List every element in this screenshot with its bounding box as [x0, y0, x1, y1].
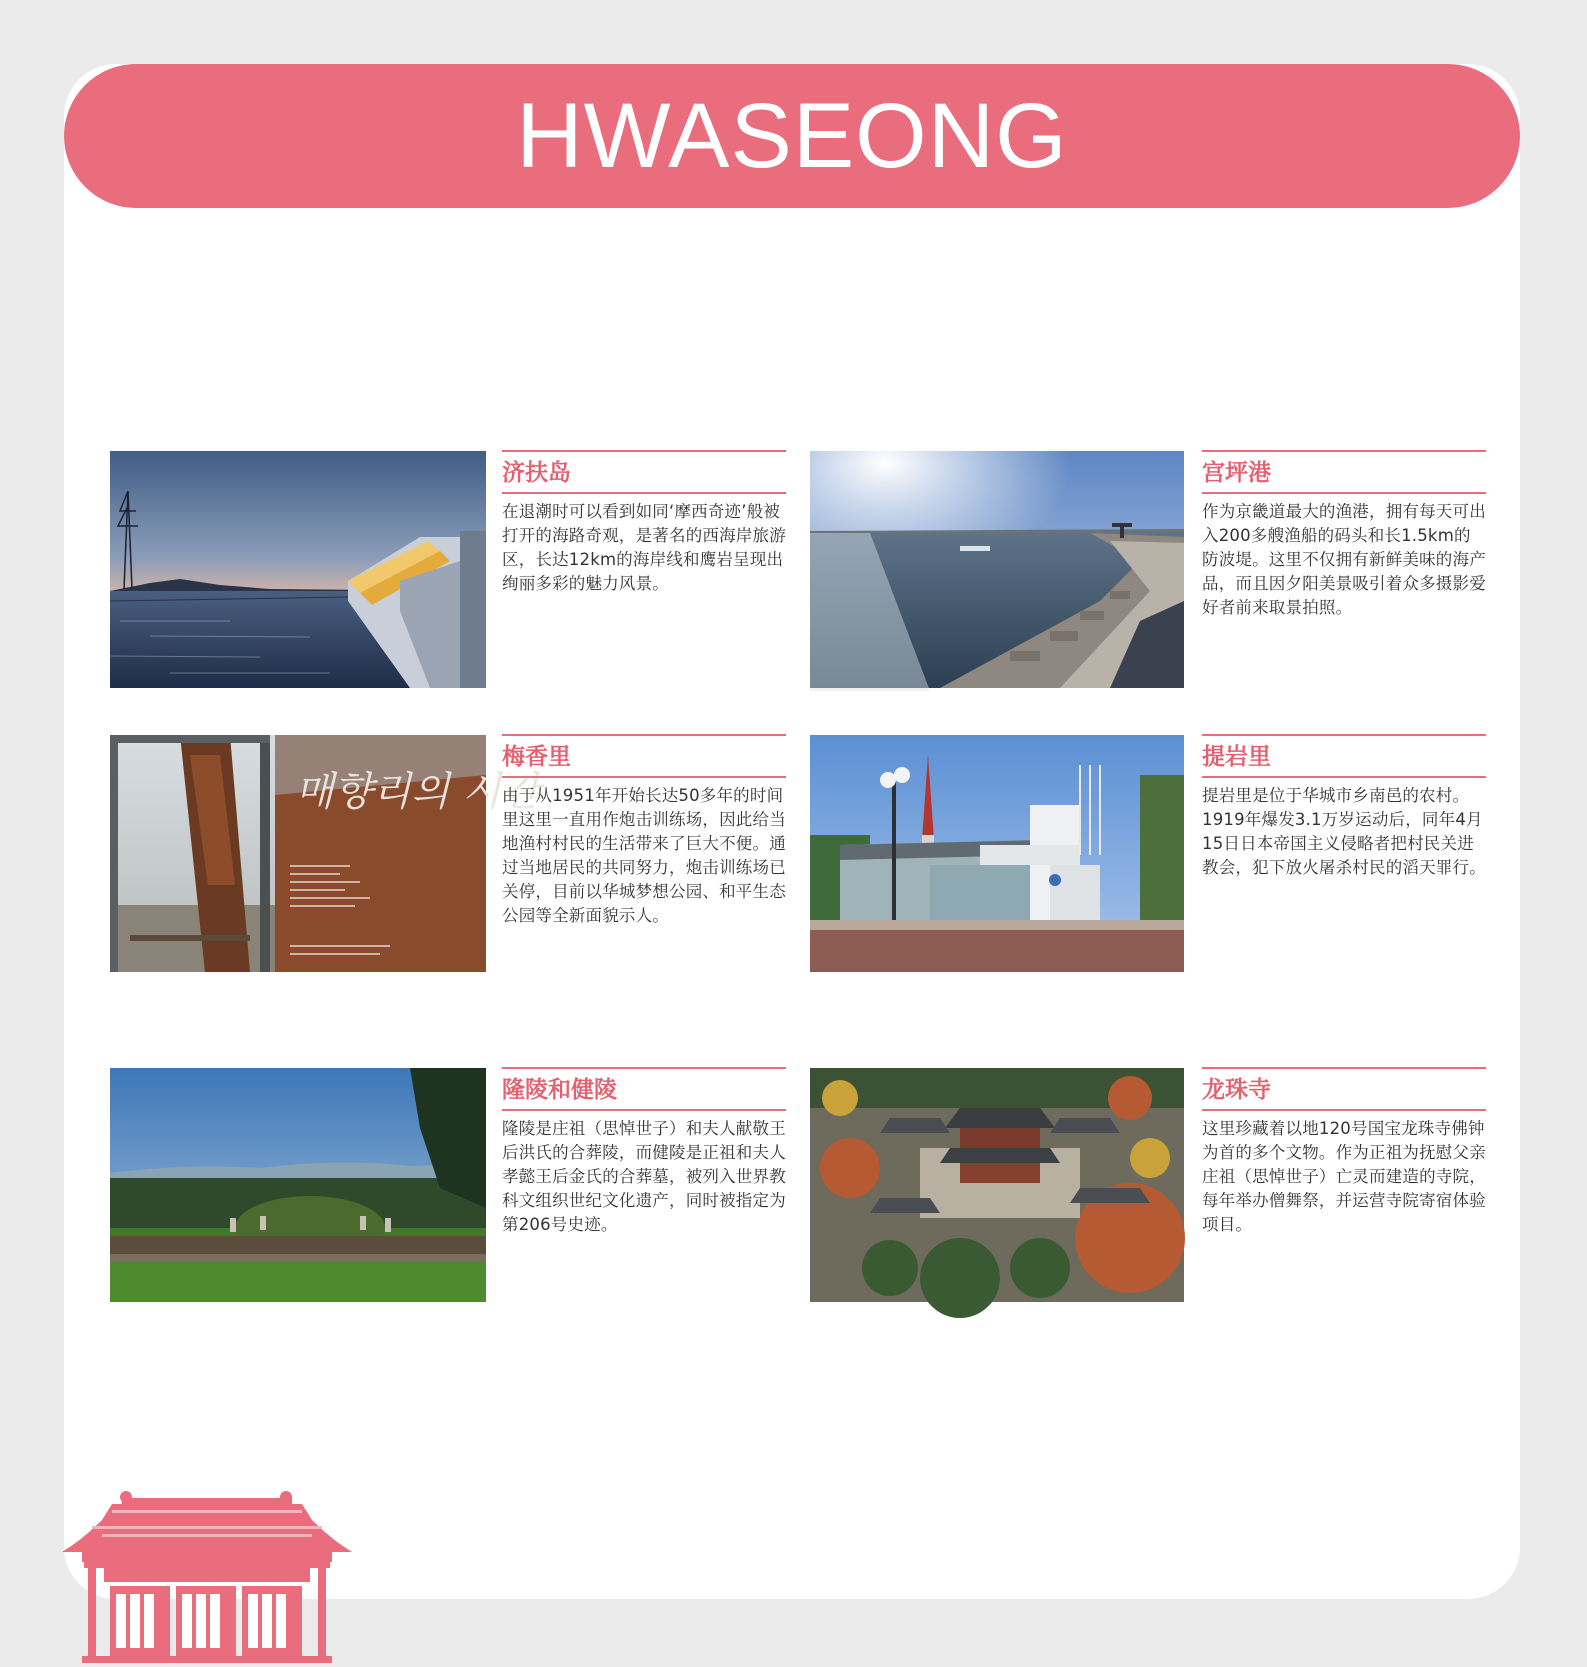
attraction-description: 提岩里是位于华城市乡南邑的农村。1919年爆发3.1万岁运动后，同年4月15日日本帝国主义侵略者把村民关进教会，犯下放火屠杀村民的滔天罪行。: [1202, 786, 1486, 877]
attraction-name: 隆陵和健陵: [502, 1069, 786, 1111]
attraction-name: 龙珠寺: [1202, 1069, 1486, 1111]
attraction-description: 由于从1951年开始长达50多年的时间里这里一直用作炮击训练场，因此给当地渔村村民的生活带来了巨大不便。通过当地居民的共同努力，炮击训练场已关停，目前以华城梦想公园、和平生态公园等全新面貌示人。: [502, 786, 786, 925]
attraction-name: 济扶岛: [502, 452, 786, 494]
attraction-description: 这里珍藏着以地120号国宝龙珠寺佛钟为首的多个文物。作为正祖为抚慰父亲庄祖（思悼世子）亡灵而建造的寺院，每年举办僧舞祭，并运营寺院寄宿体验项目。: [1202, 1119, 1486, 1234]
attraction-info-6: [1202, 1067, 1486, 1237]
attraction-info-1: [502, 450, 786, 596]
attraction-name: 提岩里: [1202, 736, 1486, 778]
attraction-info-2: [1202, 450, 1486, 620]
harbor-breakwater-photo: [810, 451, 1186, 688]
royal-tomb-photo: [110, 1068, 486, 1305]
sea-bridge-dusk-photo: [110, 451, 486, 688]
page-title: HWASEONG: [516, 84, 1068, 187]
attraction-description: 隆陵是庄祖（思悼世子）和夫人献敬王后洪氏的合葬陵，而健陵是正祖和夫人孝懿王后金氏的合葬墓，被列入世界教科文组织世纪文化遗产，同时被指定为第206号史迹。: [502, 1119, 786, 1234]
attraction-description: 在退潮时可以看到如同‘摩西奇迹’般被打开的海路奇观，是著名的西海岸旅游区，长达12km的海岸线和鹰岩呈现出绚丽多彩的魅力风景。: [502, 502, 786, 593]
attraction-name: 梅香里: [502, 736, 786, 778]
pavilion-illustration: [62, 1490, 352, 1667]
memorial-church-photo: [810, 735, 1186, 972]
temple-aerial-photo: [810, 1068, 1186, 1305]
attraction-description: 作为京畿道最大的渔港，拥有每天可出入200多艘渔船的码头和长1.5km的防波堤。这里不仅拥有新鲜美味的海产品，而且因夕阳美景吸引着众多摄影爱好者前来取景拍照。: [1202, 502, 1486, 617]
sign-lettering: 매향리의 시간: [295, 769, 540, 815]
title-banner: [64, 64, 1520, 208]
attraction-info-3: [502, 734, 786, 928]
attraction-info-4: [1202, 734, 1486, 880]
attraction-name: 宫坪港: [1202, 452, 1486, 494]
attraction-info-5: [502, 1067, 786, 1237]
